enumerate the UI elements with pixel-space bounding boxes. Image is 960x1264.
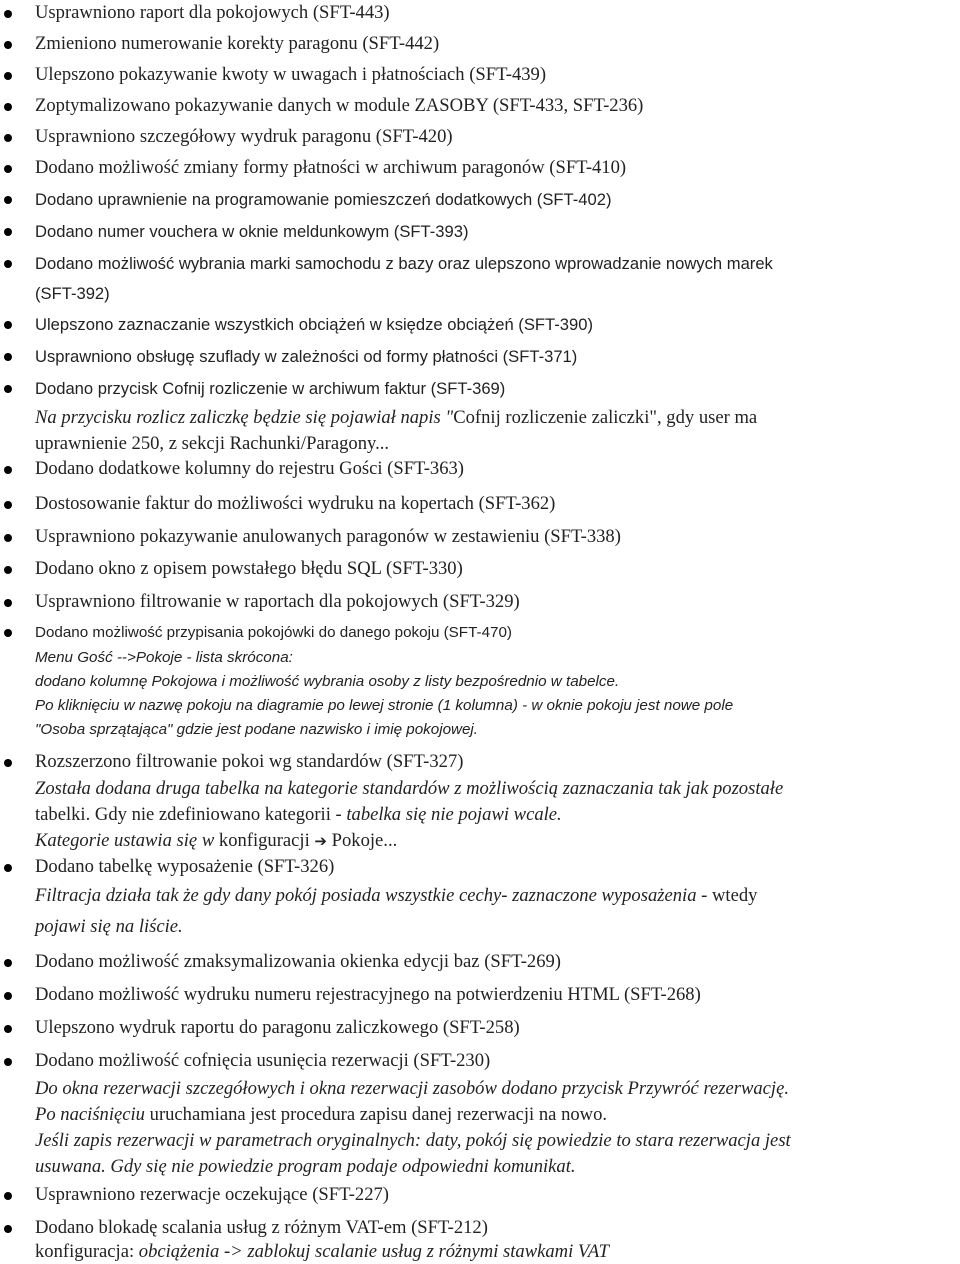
note-italic: Na przycisku rozlicz zaliczkę będzie się pojawiał napis " [35,407,454,428]
note-italic: Filtracja działa tak że gdy dany pokój posiada wszystkie cechy- zaznaczone wyposażenia [35,885,697,906]
item-note: Jeśli zapis rezerwacji w parametrach oryginalnych: daty, pokój się powiedzie to stara rezerwacja jest [35,1130,791,1151]
list-item-continuation: (SFT-392) [35,284,110,303]
bullet [4,165,12,173]
item-note: "Osoba sprzątająca" gdzie jest podane nazwisko i imię pokojowej. [35,721,479,738]
item-note [35,829,397,853]
bullet [4,134,12,142]
bullet [4,260,12,268]
item-note [35,803,562,827]
bullet [4,103,12,111]
list-item: Dodano możliwość zmaksymalizowania okienka edycji baz (SFT-269) [35,951,561,972]
item-note: dodano kolumnę Pokojowa i możliwość wybrania osoby z listy bezpośrednio w tabelce. [35,673,620,690]
list-item: Ulepszono wydruk raportu do paragonu zaliczkowego (SFT-258) [35,1017,520,1038]
list-item: Dodano dodatkowe kolumny do rejestru Gości (SFT-363) [35,458,464,479]
list-item: Dodano możliwość wydruku numeru rejestracyjnego na potwierdzeniu HTML (SFT-268) [35,984,701,1005]
bullet [4,1058,12,1066]
list-item: Usprawniono obsługę szuflady w zależności od formy płatności (SFT-371) [35,347,578,366]
note-normal: - wtedy [696,885,758,906]
note-italic: Kategorie ustawia się w [35,830,219,851]
list-item: Usprawniono raport dla pokojowych (SFT-443) [35,2,390,23]
bullet [4,1025,12,1033]
item-note [35,1240,609,1264]
list-item: Dodano możliwość zmiany formy płatności w archiwum paragonów (SFT-410) [35,157,627,178]
bullet [4,385,12,393]
item-note: usuwana. Gdy się nie powiedzie program podaje odpowiedni komunikat. [35,1156,576,1177]
note-normal: tabelki. Gdy nie zdefiniowano kategorii - [35,804,347,825]
list-item: Usprawniono pokazywanie anulowanych paragonów w zestawieniu (SFT-338) [35,526,621,547]
list-item: Dodano okno z opisem powstałego błędu SQL (SFT-330) [35,558,463,579]
bullet [4,72,12,80]
list-item: Usprawniono szczegółowy wydruk paragonu (SFT-420) [35,126,453,147]
note-normal: konfiguracji [218,830,310,851]
item-note: uprawnienie 250, z sekcji Rachunki/Paragony... [35,433,390,454]
list-item: Dodano możliwość wybrania marki samochodu z bazy oraz ulepszono wprowadzanie nowych marek [35,254,773,273]
list-item: Dostosowanie faktur do możliwości wydruku na kopertach (SFT-362) [35,493,556,514]
item-note: Do okna rezerwacji szczegółowych i okna rezerwacji zasobów dodano przycisk Przywróć rezerwację. [35,1078,789,1099]
bullet [4,599,12,607]
note-italic: tabelka się nie pojawi wcale. [346,804,562,825]
item-note: pojawi się na liście. [35,916,183,937]
list-item: Zmieniono numerowanie korekty paragonu (SFT-442) [35,33,440,54]
item-note [35,884,757,908]
note-normal: Cofnij rozliczenie zaliczki", gdy user ma [453,407,758,428]
bullet [4,41,12,49]
bullet [4,353,12,361]
list-item: Dodano przycisk Cofnij rozliczenie w archiwum faktur (SFT-369) [35,379,506,398]
bullet [4,321,12,329]
item-note [35,406,757,430]
list-item: Ulepszono zaznaczanie wszystkich obciążeń w księdze obciążeń (SFT-390) [35,315,593,334]
list-item: Dodano możliwość przypisania pokojówki do danego pokoju (SFT-470) [35,624,512,641]
list-item: Usprawniono rezerwacje oczekujące (SFT-227) [35,1184,389,1205]
list-item: Dodano możliwość cofnięcia usunięcia rezerwacji (SFT-230) [35,1050,491,1071]
bullet [4,10,12,18]
note-italic: Po naciśnięciu [35,1104,150,1125]
item-note: Menu Gość -->Pokoje - lista skrócona: [35,649,293,666]
note-normal: konfiguracja: [35,1241,139,1262]
note-italic: obciążenia -> zablokuj scalanie usług z różnymi stawkami VAT [138,1241,609,1262]
list-item: Dodano numer vouchera w oknie meldunkowym (SFT-393) [35,222,469,241]
list-item: Zoptymalizowano pokazywanie danych w module ZASOBY (SFT-433, SFT-236) [35,95,644,116]
bullet [4,566,12,574]
list-item: Ulepszono pokazywanie kwoty w uwagach i płatnościach (SFT-439) [35,64,547,85]
bullet [4,1192,12,1200]
list-item: Dodano tabelkę wyposażenie (SFT-326) [35,856,335,877]
bullet [4,466,12,474]
bullet [4,959,12,967]
item-note [35,1103,607,1127]
list-item: Usprawniono filtrowanie w raportach dla pokojowych (SFT-329) [35,591,520,612]
bullet [4,1225,12,1233]
bullet [4,196,12,204]
bullet [4,534,12,542]
bullet [4,228,12,236]
arrow-right-icon: ➔ [314,832,327,850]
list-item: Dodano blokadę scalania usług z różnym VAT-em (SFT-212) [35,1217,488,1238]
bullet [4,992,12,1000]
bullet [4,629,12,637]
note-normal: Pokoje... [331,830,398,851]
bullet [4,864,12,872]
note-normal: uruchamiana jest procedura zapisu danej rezerwacji na nowo. [149,1104,608,1125]
list-item: Rozszerzono filtrowanie pokoi wg standardów (SFT-327) [35,751,464,772]
bullet [4,501,12,509]
list-item: Dodano uprawnienie na programowanie pomieszczeń dodatkowych (SFT-402) [35,190,612,209]
item-note: Po kliknięciu w nazwę pokoju na diagramie po lewej stronie (1 kolumna) - w oknie pokoju jest nowe pole [35,697,734,714]
item-note: Została dodana druga tabelka na kategorie standardów z możliwością zaznaczania tak jak pozostałe [35,778,784,799]
bullet [4,759,12,767]
